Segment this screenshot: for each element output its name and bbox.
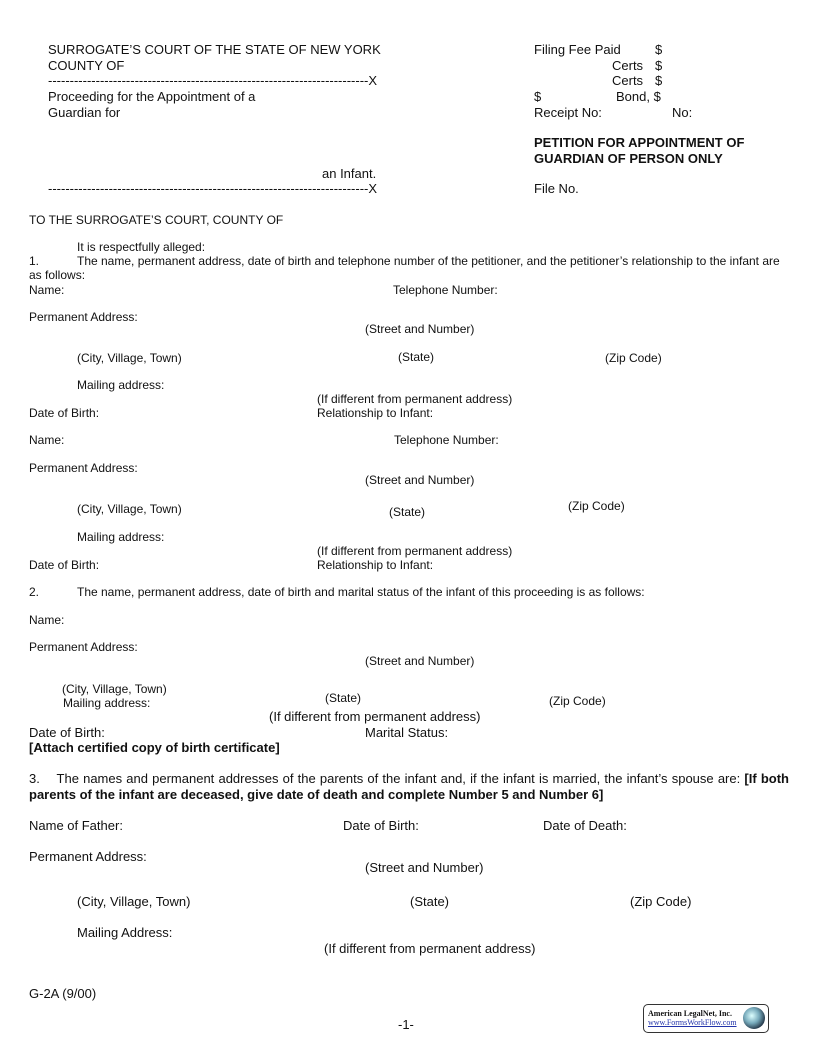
- city-label: (City, Village, Town): [62, 682, 167, 696]
- state-label: (State): [398, 350, 435, 364]
- name-label: Name:: [29, 613, 65, 627]
- county-label: COUNTY OF: [48, 58, 125, 73]
- section2-text: The name, permanent address, date of birth and marital status of the infant of this proceeding is as follows:: [77, 585, 645, 599]
- dob-label: Date of Birth:: [29, 406, 100, 420]
- attach-instruction: [Attach certified copy of birth certificate]: [29, 740, 280, 755]
- section3-paragraph: [29, 771, 789, 803]
- zip-label: (Zip Code): [605, 351, 662, 365]
- divider-top: --------------------------------------------------------------------------X: [48, 73, 378, 88]
- dob-label: Date of Birth:: [343, 818, 419, 833]
- guardian-for: Guardian for: [48, 105, 121, 120]
- section1-text: The name, permanent address, date of birth and telephone number of the petitioner, and the petitioner’s relationship to the infant are: [77, 254, 780, 268]
- city-label: (City, Village, Town): [77, 502, 182, 516]
- logo-name: American LegalNet, Inc.: [648, 1009, 732, 1018]
- to-court: TO THE SURROGATE’S COURT, COUNTY OF: [29, 213, 284, 227]
- street-label: (Street and Number): [365, 654, 475, 668]
- dod-label: Date of Death:: [543, 818, 627, 833]
- mailing-label: Mailing Address:: [77, 925, 173, 940]
- certs-label: Certs: [612, 73, 644, 88]
- section2-number: 2.: [29, 585, 40, 599]
- permanent-address-label: Permanent Address:: [29, 640, 138, 654]
- mailing-label: Mailing address:: [77, 530, 165, 544]
- divider-bottom: --------------------------------------------------------------------------X: [48, 181, 378, 196]
- no-label: No:: [672, 105, 693, 120]
- globe-icon: [743, 1007, 765, 1029]
- an-infant: an Infant.: [322, 166, 377, 181]
- if-different-label: (If different from permanent address): [317, 544, 513, 558]
- dollar-sign: $: [655, 73, 663, 88]
- filing-fee-label: Filing Fee Paid: [534, 42, 621, 57]
- american-legalnet-logo[interactable]: [643, 1004, 769, 1033]
- telephone-label: Telephone Number:: [393, 283, 498, 297]
- city-label: (City, Village, Town): [77, 894, 191, 909]
- zip-label: (Zip Code): [630, 894, 692, 909]
- dollar-sign: $: [655, 58, 663, 73]
- zip-label: (Zip Code): [568, 499, 625, 513]
- father-name-label: Name of Father:: [29, 818, 123, 833]
- section3-instruction: [If both parents of the infant are deceased, give date of death and complete Number 5 and Number 6]: [29, 771, 789, 802]
- court-name: SURROGATE’S COURT OF THE STATE OF NEW YORK: [48, 42, 381, 57]
- document-title-line2: GUARDIAN OF PERSON ONLY: [534, 151, 723, 166]
- street-label: (Street and Number): [365, 473, 475, 487]
- if-different-label: (If different from permanent address): [324, 941, 536, 956]
- permanent-address-label: Permanent Address:: [29, 849, 147, 864]
- form-number: G-2A (9/00): [29, 986, 97, 1001]
- relationship-label: Relationship to Infant:: [317, 558, 434, 572]
- city-label: (City, Village, Town): [77, 351, 182, 365]
- state-label: (State): [325, 691, 362, 705]
- zip-label: (Zip Code): [549, 694, 606, 708]
- name-label: Name:: [29, 283, 65, 297]
- marital-status-label: Marital Status:: [365, 725, 449, 740]
- street-label: (Street and Number): [365, 322, 475, 336]
- state-label: (State): [389, 505, 426, 519]
- permanent-address-label: Permanent Address:: [29, 461, 138, 475]
- mailing-label: Mailing address:: [63, 696, 151, 710]
- mailing-label: Mailing address:: [77, 378, 165, 392]
- section3-text: The names and permanent addresses of the parents of the infant and, if the infant is married, the infant’s spouse are:: [56, 771, 741, 786]
- dollar-sign: $: [534, 89, 542, 104]
- page-number: -1-: [398, 1017, 414, 1032]
- permanent-address-label: Permanent Address:: [29, 310, 138, 324]
- bond-label: Bond, $: [616, 89, 661, 104]
- street-label: (Street and Number): [365, 860, 484, 875]
- section1-cont: as follows:: [29, 268, 86, 282]
- name-label: Name:: [29, 433, 65, 447]
- dob-label: Date of Birth:: [29, 558, 100, 572]
- document-title-line1: PETITION FOR APPOINTMENT OF: [534, 135, 745, 150]
- alleged: It is respectfully alleged:: [77, 240, 206, 254]
- proceeding-text: Proceeding for the Appointment of a: [48, 89, 256, 104]
- section1-number: 1.: [29, 254, 40, 268]
- certs-label: Certs: [612, 58, 644, 73]
- receipt-label: Receipt No:: [534, 105, 602, 120]
- if-different-label: (If different from permanent address): [269, 709, 481, 724]
- relationship-label: Relationship to Infant:: [317, 406, 434, 420]
- if-different-label: (If different from permanent address): [317, 392, 513, 406]
- section3-number: 3.: [29, 771, 40, 786]
- logo-url-link[interactable]: www.FormsWorkFlow.com: [648, 1018, 737, 1027]
- state-label: (State): [410, 894, 450, 909]
- dob-label: Date of Birth:: [29, 725, 105, 740]
- telephone-label: Telephone Number:: [394, 433, 499, 447]
- dollar-sign: $: [655, 42, 663, 57]
- file-no-label: File No.: [534, 181, 579, 196]
